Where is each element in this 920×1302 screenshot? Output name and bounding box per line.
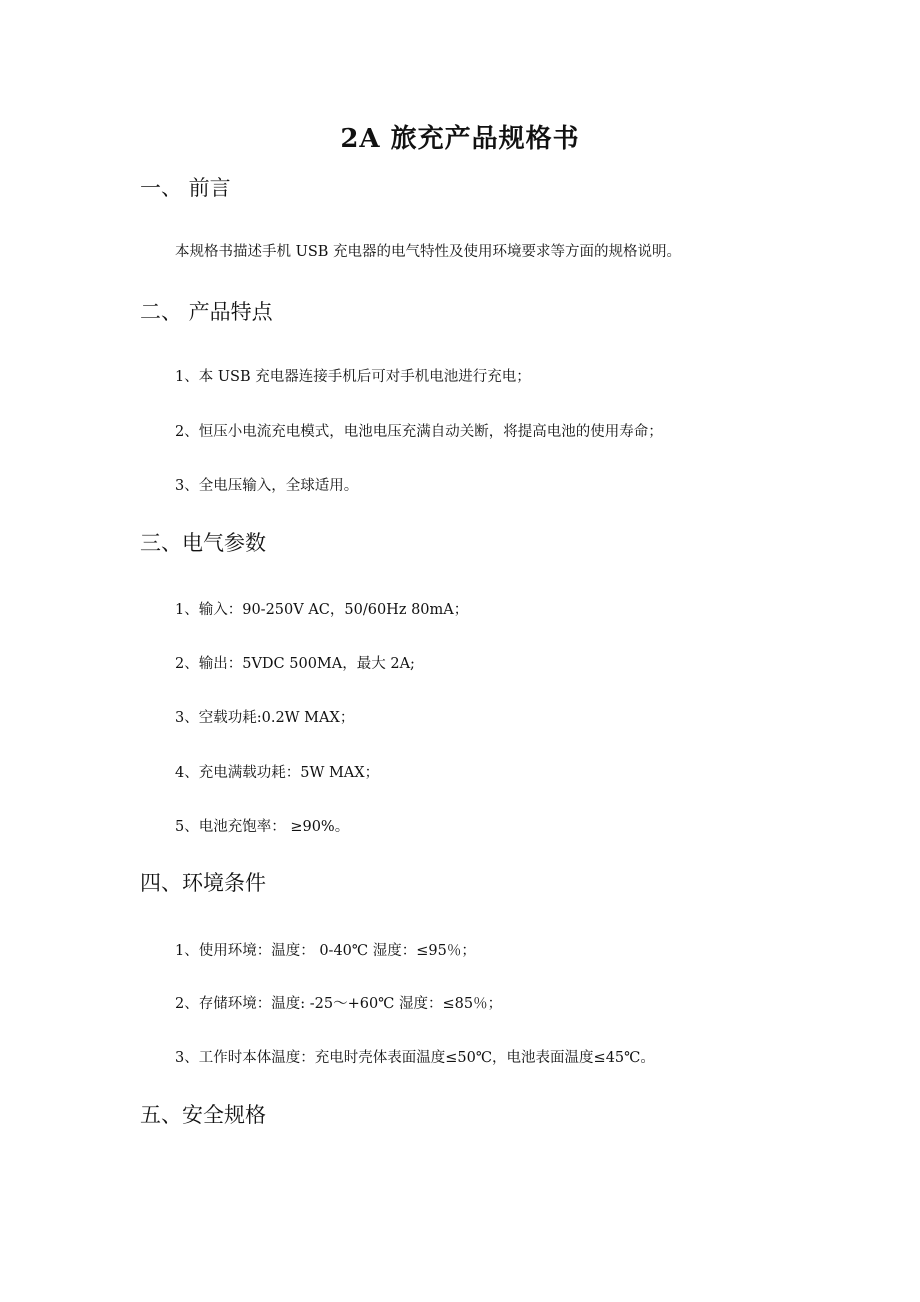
section-paragraph: 1、本 USB 充电器连接手机后可对手机电池进行充电； (175, 369, 531, 385)
section-paragraph: 1、使用环境：温度： 0-40℃ 湿度：≤95％； (175, 943, 476, 959)
section-paragraph: 4、充电满载功耗：5W MAX； (175, 765, 380, 781)
section-heading-environment: 四、环境条件 (140, 871, 266, 895)
section-paragraph: 5、电池充饱率： ≥90%。 (175, 819, 350, 835)
section-paragraph: 2、存储环境：温度: -25～+60℃ 湿度：≤85％； (175, 996, 503, 1012)
section-heading-safety: 五、安全规格 (140, 1103, 266, 1127)
section-paragraph: 3、空载功耗:0.2W MAX； (175, 710, 355, 726)
section-paragraph: 2、输出：5VDC 500MA，最大 2A; (175, 656, 415, 672)
section-paragraph: 3、全电压输入，全球适用。 (175, 478, 359, 494)
section-paragraph: 3、工作时本体温度：充电时壳体表面温度≤50℃，电池表面温度≤45℃。 (175, 1050, 655, 1066)
section-heading-electrical: 三、电气参数 (140, 531, 266, 555)
section-paragraph: 本规格书描述手机 USB 充电器的电气特性及使用环境要求等方面的规格说明。 (175, 244, 682, 260)
document-title: 2A 旅充产品规格书 (340, 124, 580, 154)
section-paragraph: 1、输入：90-250V AC，50/60Hz 80mA； (175, 602, 469, 618)
section-paragraph: 2、恒压小电流充电模式，电池电压充满自动关断，将提高电池的使用寿命； (175, 424, 663, 440)
section-heading-preface: 一、 前言 (140, 176, 231, 200)
section-heading-features: 二、 产品特点 (140, 300, 273, 324)
